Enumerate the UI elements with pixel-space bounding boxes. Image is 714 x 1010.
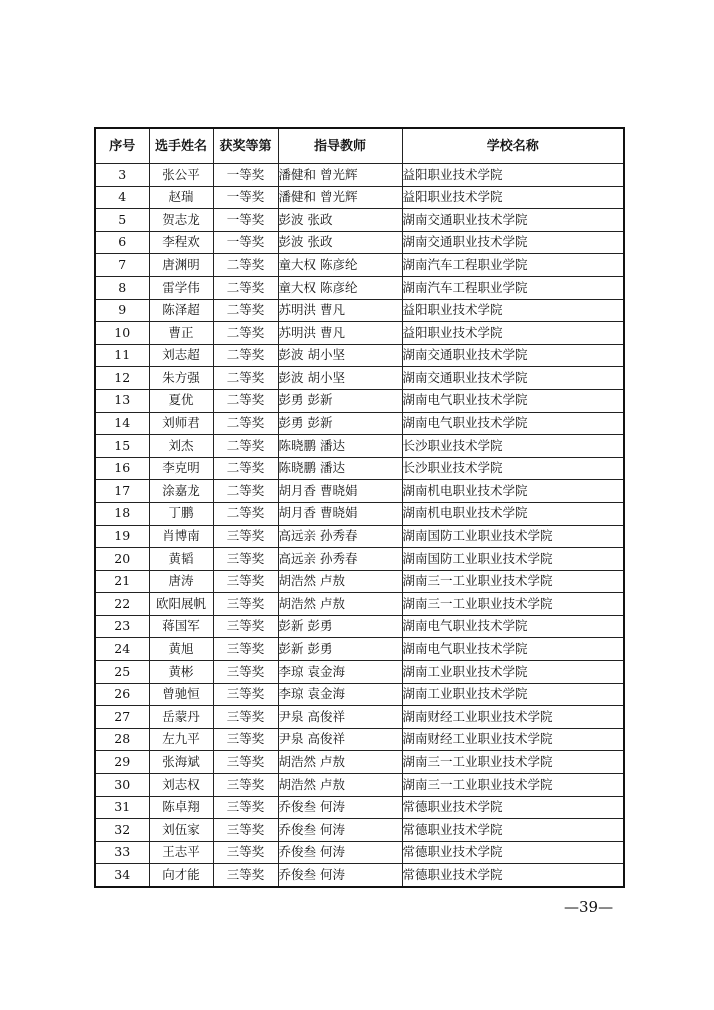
cell-teachers: 童大权 陈彦纶 [278,276,402,299]
cell-name: 欧阳展帆 [149,593,213,616]
cell-award: 二等奖 [213,299,278,322]
cell-award: 三等奖 [213,796,278,819]
cell-name: 蒋国军 [149,615,213,638]
cell-no: 30 [95,774,149,797]
cell-award: 三等奖 [213,819,278,842]
cell-school: 湖南汽车工程职业学院 [402,254,624,277]
table-row [95,638,624,661]
cell-teachers: 胡月香 曹晓娟 [278,480,402,503]
cell-teachers: 彭勇 彭新 [278,389,402,412]
cell-school: 益阳职业技术学院 [402,164,624,187]
cell-award: 三等奖 [213,638,278,661]
cell-award: 二等奖 [213,254,278,277]
cell-teachers: 乔俊叁 何涛 [278,819,402,842]
header-no: 序号 [95,128,149,164]
cell-no: 13 [95,389,149,412]
cell-school: 益阳职业技术学院 [402,299,624,322]
cell-school: 湖南财经工业职业技术学院 [402,728,624,751]
page-number: —39— [564,898,614,916]
cell-name: 刘志超 [149,344,213,367]
cell-teachers: 彭勇 彭新 [278,412,402,435]
cell-award: 三等奖 [213,864,278,887]
table-row [95,706,624,729]
cell-award: 二等奖 [213,435,278,458]
cell-award: 三等奖 [213,841,278,864]
cell-award: 二等奖 [213,344,278,367]
header-teachers: 指导教师 [278,128,402,164]
cell-name: 王志平 [149,841,213,864]
table-row [95,796,624,819]
cell-teachers: 潘健和 曾光辉 [278,186,402,209]
cell-award: 三等奖 [213,570,278,593]
cell-award: 二等奖 [213,322,278,345]
cell-no: 8 [95,276,149,299]
cell-name: 曹正 [149,322,213,345]
table-row [95,841,624,864]
cell-no: 5 [95,209,149,232]
cell-teachers: 乔俊叁 何涛 [278,841,402,864]
table-header-row [95,128,624,164]
cell-no: 19 [95,525,149,548]
cell-school: 湖南电气职业技术学院 [402,638,624,661]
table-row [95,683,624,706]
cell-school: 湖南机电职业技术学院 [402,502,624,525]
cell-teachers: 胡浩然 卢敖 [278,593,402,616]
cell-teachers: 尹泉 高俊祥 [278,706,402,729]
table-row [95,661,624,684]
cell-school: 常德职业技术学院 [402,864,624,887]
cell-school: 常德职业技术学院 [402,796,624,819]
cell-school: 湖南三一工业职业技术学院 [402,751,624,774]
cell-school: 湖南三一工业职业技术学院 [402,593,624,616]
cell-school: 湖南国防工业职业技术学院 [402,525,624,548]
cell-school: 湖南工业职业技术学院 [402,661,624,684]
cell-teachers: 陈晓鹏 潘达 [278,457,402,480]
cell-no: 3 [95,164,149,187]
cell-teachers: 彭新 彭勇 [278,638,402,661]
cell-no: 23 [95,615,149,638]
cell-award: 二等奖 [213,502,278,525]
table-row [95,344,624,367]
cell-name: 唐涛 [149,570,213,593]
cell-name: 黄韬 [149,548,213,571]
cell-teachers: 苏明洪 曹凡 [278,322,402,345]
cell-teachers: 苏明洪 曹凡 [278,299,402,322]
cell-school: 湖南交通职业技术学院 [402,209,624,232]
cell-award: 三等奖 [213,615,278,638]
cell-teachers: 彭波 胡小坚 [278,367,402,390]
cell-name: 曾驰恒 [149,683,213,706]
cell-no: 27 [95,706,149,729]
cell-teachers: 陈晓鹏 潘达 [278,435,402,458]
cell-teachers: 胡浩然 卢敖 [278,751,402,774]
cell-teachers: 李琼 袁金海 [278,661,402,684]
header-school: 学校名称 [402,128,624,164]
cell-award: 一等奖 [213,209,278,232]
cell-teachers: 李琼 袁金海 [278,683,402,706]
cell-name: 向才能 [149,864,213,887]
cell-name: 夏优 [149,389,213,412]
cell-award: 三等奖 [213,525,278,548]
cell-name: 刘杰 [149,435,213,458]
cell-teachers: 潘健和 曾光辉 [278,164,402,187]
table-row [95,435,624,458]
cell-name: 黄彬 [149,661,213,684]
table-row [95,186,624,209]
cell-teachers: 胡浩然 卢敖 [278,570,402,593]
cell-no: 15 [95,435,149,458]
cell-award: 三等奖 [213,593,278,616]
cell-name: 涂嘉龙 [149,480,213,503]
cell-award: 二等奖 [213,412,278,435]
cell-school: 湖南三一工业职业技术学院 [402,570,624,593]
cell-name: 张公平 [149,164,213,187]
table-row [95,457,624,480]
cell-school: 长沙职业技术学院 [402,457,624,480]
cell-teachers: 童大权 陈彦纶 [278,254,402,277]
table-row [95,570,624,593]
table-row [95,751,624,774]
cell-no: 18 [95,502,149,525]
cell-name: 朱方强 [149,367,213,390]
table-row [95,819,624,842]
cell-no: 26 [95,683,149,706]
table-row [95,367,624,390]
table-row [95,299,624,322]
cell-no: 25 [95,661,149,684]
cell-name: 陈泽超 [149,299,213,322]
cell-award: 三等奖 [213,751,278,774]
cell-name: 刘师君 [149,412,213,435]
table-row [95,548,624,571]
cell-award: 三等奖 [213,728,278,751]
cell-teachers: 胡浩然 卢敖 [278,774,402,797]
cell-no: 6 [95,231,149,254]
table-row [95,254,624,277]
cell-name: 刘志权 [149,774,213,797]
cell-no: 16 [95,457,149,480]
cell-school: 湖南工业职业技术学院 [402,683,624,706]
cell-name: 丁鹏 [149,502,213,525]
cell-school: 湖南交通职业技术学院 [402,367,624,390]
table-row [95,209,624,232]
cell-name: 赵瑞 [149,186,213,209]
cell-school: 湖南电气职业技术学院 [402,412,624,435]
cell-name: 岳蒙丹 [149,706,213,729]
cell-teachers: 彭波 胡小坚 [278,344,402,367]
table-row [95,164,624,187]
cell-no: 33 [95,841,149,864]
cell-no: 31 [95,796,149,819]
table-row [95,593,624,616]
table-row [95,502,624,525]
cell-school: 湖南交通职业技术学院 [402,231,624,254]
cell-award: 三等奖 [213,661,278,684]
cell-teachers: 尹泉 高俊祥 [278,728,402,751]
cell-award: 一等奖 [213,186,278,209]
table-row [95,480,624,503]
cell-no: 7 [95,254,149,277]
cell-name: 肖博南 [149,525,213,548]
table-row [95,322,624,345]
header-name: 选手姓名 [149,128,213,164]
cell-name: 黄旭 [149,638,213,661]
cell-award: 三等奖 [213,548,278,571]
cell-award: 二等奖 [213,389,278,412]
cell-award: 三等奖 [213,706,278,729]
cell-award: 三等奖 [213,683,278,706]
cell-name: 李克明 [149,457,213,480]
cell-name: 贺志龙 [149,209,213,232]
cell-no: 12 [95,367,149,390]
cell-no: 10 [95,322,149,345]
table-row [95,864,624,887]
cell-award: 二等奖 [213,276,278,299]
cell-no: 29 [95,751,149,774]
cell-no: 28 [95,728,149,751]
cell-teachers: 彭新 彭勇 [278,615,402,638]
cell-award: 二等奖 [213,367,278,390]
cell-name: 陈卓翔 [149,796,213,819]
cell-award: 二等奖 [213,480,278,503]
cell-no: 17 [95,480,149,503]
table-row [95,276,624,299]
cell-school: 长沙职业技术学院 [402,435,624,458]
cell-name: 李程欢 [149,231,213,254]
cell-teachers: 胡月香 曹晓娟 [278,502,402,525]
cell-award: 三等奖 [213,774,278,797]
cell-school: 湖南电气职业技术学院 [402,615,624,638]
table-row [95,412,624,435]
cell-school: 湖南财经工业职业技术学院 [402,706,624,729]
cell-award: 二等奖 [213,457,278,480]
cell-school: 湖南汽车工程职业学院 [402,276,624,299]
cell-award: 一等奖 [213,231,278,254]
cell-no: 20 [95,548,149,571]
cell-no: 34 [95,864,149,887]
cell-award: 一等奖 [213,164,278,187]
cell-school: 湖南三一工业职业技术学院 [402,774,624,797]
cell-no: 21 [95,570,149,593]
cell-name: 刘伍家 [149,819,213,842]
cell-teachers: 彭波 张政 [278,231,402,254]
cell-school: 常德职业技术学院 [402,819,624,842]
cell-no: 22 [95,593,149,616]
cell-school: 常德职业技术学院 [402,841,624,864]
cell-no: 32 [95,819,149,842]
cell-teachers: 高远亲 孙秀春 [278,525,402,548]
cell-name: 张海斌 [149,751,213,774]
header-award: 获奖等第 [213,128,278,164]
table-row [95,231,624,254]
cell-school: 湖南交通职业技术学院 [402,344,624,367]
cell-name: 唐渊明 [149,254,213,277]
cell-no: 4 [95,186,149,209]
cell-name: 雷学伟 [149,276,213,299]
cell-teachers: 乔俊叁 何涛 [278,864,402,887]
cell-school: 益阳职业技术学院 [402,186,624,209]
cell-school: 益阳职业技术学院 [402,322,624,345]
table-row [95,525,624,548]
table-body [95,164,624,888]
cell-teachers: 乔俊叁 何涛 [278,796,402,819]
cell-school: 湖南国防工业职业技术学院 [402,548,624,571]
table-row [95,774,624,797]
cell-teachers: 高远亲 孙秀春 [278,548,402,571]
cell-no: 11 [95,344,149,367]
table-row [95,389,624,412]
awards-table [94,127,625,888]
cell-no: 9 [95,299,149,322]
cell-name: 左九平 [149,728,213,751]
cell-teachers: 彭波 张政 [278,209,402,232]
cell-no: 24 [95,638,149,661]
table-row [95,615,624,638]
cell-no: 14 [95,412,149,435]
table-row [95,728,624,751]
cell-school: 湖南机电职业技术学院 [402,480,624,503]
cell-school: 湖南电气职业技术学院 [402,389,624,412]
